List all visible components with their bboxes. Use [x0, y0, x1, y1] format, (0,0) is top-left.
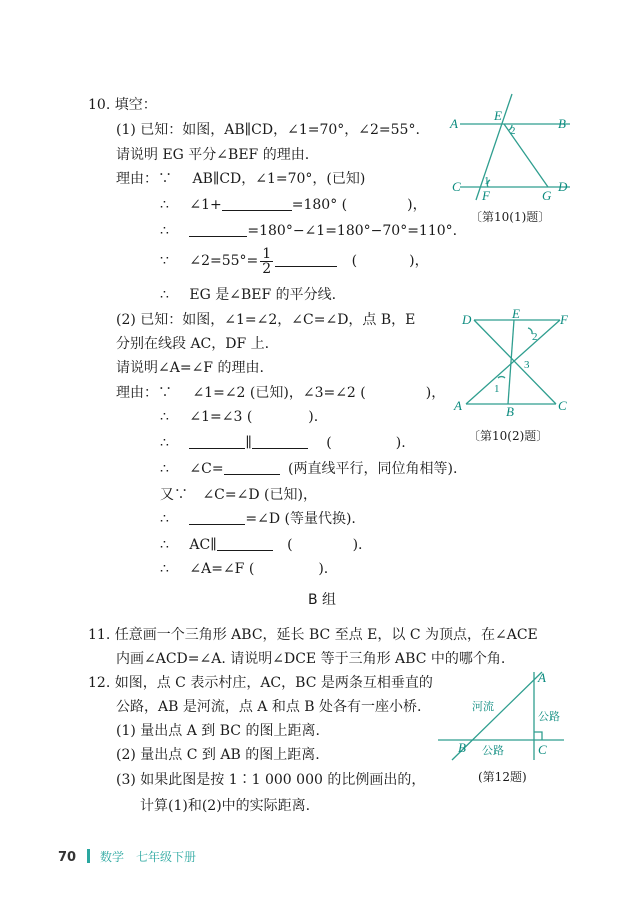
reason-text: )， — [425, 385, 446, 401]
label-angle-2: 2 — [510, 125, 516, 137]
p10-2-ask: 请说明∠A=∠F 的理由. — [116, 360, 264, 376]
reason-text: ). — [308, 409, 319, 425]
figure-10-2-svg — [448, 306, 578, 422]
label-road-bc: 公路 — [482, 745, 504, 757]
reason-text: ( — [351, 253, 358, 269]
answer-blank[interactable] — [254, 561, 318, 575]
segment-dc — [474, 320, 556, 404]
figure-12-svg — [432, 668, 572, 766]
answer-blank[interactable] — [222, 196, 292, 211]
also-because-symbol: 又∵ — [160, 487, 188, 503]
label-c: C — [558, 398, 567, 413]
reason-text: ). — [318, 561, 329, 577]
answer-blank[interactable] — [189, 510, 245, 525]
fraction-denominator: 2 — [262, 260, 272, 277]
reason-text: ∠C= — [189, 461, 224, 477]
answer-blank[interactable] — [366, 385, 426, 399]
p10-2-reason-line2 — [160, 408, 318, 426]
reason-text: )， — [407, 197, 427, 213]
answer-blank[interactable] — [332, 435, 396, 449]
answer-blank[interactable] — [189, 222, 247, 237]
reason-head: 理由：∵ — [116, 385, 172, 401]
answer-blank[interactable] — [293, 537, 353, 551]
label-c: C — [452, 179, 461, 194]
page-number: 70 — [58, 850, 77, 865]
reason-text: ∠C=∠D (已知)， — [202, 487, 317, 503]
label-c: C — [538, 742, 547, 757]
reason-text: ∠1=∠2 (已知)，∠3=∠2 ( — [192, 385, 366, 401]
reason-text: =180° ( — [291, 197, 348, 213]
label-g: G — [542, 188, 552, 203]
label-a: A — [538, 670, 546, 685]
therefore-symbol: ∴ — [160, 409, 169, 425]
problem-12-q2: (2) 量出点 C 到 AB 的图上距离. — [116, 747, 320, 763]
p10-2-reason-line1 — [116, 384, 445, 402]
answer-blank[interactable] — [347, 197, 407, 211]
label-b: B — [458, 740, 466, 755]
label-b: B — [558, 116, 566, 131]
figure-12-caption: (第12题) — [478, 770, 527, 784]
label-river: 河流 — [472, 701, 494, 713]
label-f: F — [560, 312, 568, 327]
label-angle-2: 2 — [532, 331, 538, 343]
reason-text: ∠1=∠3 ( — [189, 409, 253, 425]
figure-10-2 — [448, 306, 578, 422]
answer-blank[interactable] — [275, 252, 337, 267]
label-e: E — [494, 108, 502, 123]
p10-2-reason-line6 — [160, 510, 356, 528]
problem-12-line2: 公路，AB 是河流，点 A 和点 B 处各有一座小桥. — [116, 699, 422, 715]
problem-12-q1: (1) 量出点 A 到 BC 的图上距离. — [116, 723, 320, 739]
label-angle-3: 3 — [524, 359, 530, 371]
answer-blank[interactable] — [217, 536, 273, 551]
answer-blank[interactable] — [252, 434, 308, 449]
p10-1-reason-line4 — [160, 246, 429, 276]
answer-blank[interactable] — [252, 409, 308, 423]
fraction-numerator: 1 — [262, 245, 272, 262]
therefore-symbol: ∴ — [160, 561, 169, 577]
p10-2-reason-line4 — [160, 460, 457, 478]
reason-text: AB∥CD，∠1=70°，(已知) — [192, 171, 366, 187]
p10-2-reason-line7 — [160, 536, 363, 554]
reason-text: ( — [287, 537, 293, 553]
fraction-one-half — [260, 247, 273, 276]
label-a: A — [454, 398, 462, 413]
page-footer — [58, 848, 196, 866]
label-angle-1: 1 — [494, 383, 500, 395]
reason-text: ∠2=55°= — [189, 253, 259, 269]
reason-text: ). — [352, 537, 363, 553]
label-d: D — [462, 312, 472, 327]
therefore-symbol: ∴ — [160, 435, 169, 451]
reason-text: ∥ — [245, 435, 252, 451]
answer-blank[interactable] — [224, 460, 280, 475]
reason-text: =∠D (等量代换). — [245, 511, 356, 527]
p10-1-ask: 请说明 EG 平分∠BEF 的理由. — [116, 147, 310, 163]
section-heading-group-b: B 组 — [308, 592, 337, 608]
p10-1-reason-line2 — [160, 196, 427, 214]
book-title: 数学 七年级下册 — [100, 850, 197, 864]
reason-text: AC∥ — [189, 537, 217, 553]
p10-2-reason-line5 — [160, 486, 317, 504]
therefore-symbol: ∴ — [160, 197, 169, 213]
figure-10-1-caption: 〔第10(1)题〕 — [470, 210, 551, 224]
p10-2-statement1: (2) 已知：如图，∠1=∠2，∠C=∠D，点 B，E — [116, 312, 416, 328]
problem-12-q3b: 计算(1)和(2)中的实际距离. — [140, 798, 311, 814]
problem-11-line2: 内画∠ACD=∠A. 请说明∠DCE 等于三角形 ABC 中的哪个角. — [116, 651, 506, 667]
problem-10-title: 10. 填空： — [88, 97, 157, 113]
p10-2-reason-line3 — [160, 434, 406, 452]
p10-2-reason-line8 — [160, 560, 328, 578]
p10-1-reason-line5 — [160, 286, 336, 304]
label-b: B — [506, 404, 514, 419]
answer-blank[interactable] — [189, 434, 245, 449]
therefore-symbol: ∴ — [160, 537, 169, 553]
label-angle-1: 1 — [484, 175, 490, 187]
p10-1-reason-line3 — [160, 222, 457, 240]
figure-10-2-caption: 〔第10(2)题〕 — [468, 429, 549, 443]
reason-text: ). — [395, 435, 406, 451]
reason-text: )， — [409, 253, 429, 269]
because-symbol: ∵ — [160, 253, 169, 269]
problem-12-line1: 12. 如图，点 C 表示村庄，AC，BC 是两条互相垂直的 — [88, 675, 433, 691]
label-d: D — [558, 179, 568, 194]
label-e: E — [512, 306, 520, 321]
footer-divider — [87, 849, 90, 863]
angle-1-arc — [498, 377, 505, 378]
p10-1-reason-line1 — [116, 170, 365, 188]
label-f: F — [482, 188, 490, 203]
problem-11-line1: 11. 任意画一个三角形 ABC，延长 BC 至点 E，以 C 为顶点，在∠ACE — [88, 627, 538, 643]
reason-text: (两直线平行，同位角相等). — [288, 461, 458, 477]
p10-2-statement2: 分别在线段 AC，DF 上. — [116, 336, 270, 352]
reason-text: ( — [326, 435, 332, 451]
answer-blank[interactable] — [357, 253, 409, 267]
reason-text: ∠A=∠F ( — [189, 561, 255, 577]
label-road-ac: 公路 — [538, 711, 560, 723]
problem-12-q3a: (3) 如果此图是按 1∶1 000 000 的比例画出的， — [116, 772, 426, 788]
therefore-symbol: ∴ — [160, 511, 169, 527]
therefore-symbol: ∴ — [160, 461, 169, 477]
therefore-symbol: ∴ — [160, 223, 169, 239]
reason-head: 理由：∵ — [116, 171, 172, 187]
reason-text: =180°−∠1=180°−70°=110°. — [247, 223, 458, 239]
label-a: A — [450, 116, 458, 131]
p10-1-statement: (1) 已知：如图，AB∥CD，∠1=70°，∠2=55°. — [116, 122, 420, 138]
reason-text: EG 是∠BEF 的平分线. — [189, 287, 337, 303]
figure-12 — [432, 668, 572, 766]
right-angle-mark — [534, 732, 542, 740]
therefore-symbol: ∴ — [160, 287, 169, 303]
reason-text: ∠1+ — [189, 197, 222, 213]
